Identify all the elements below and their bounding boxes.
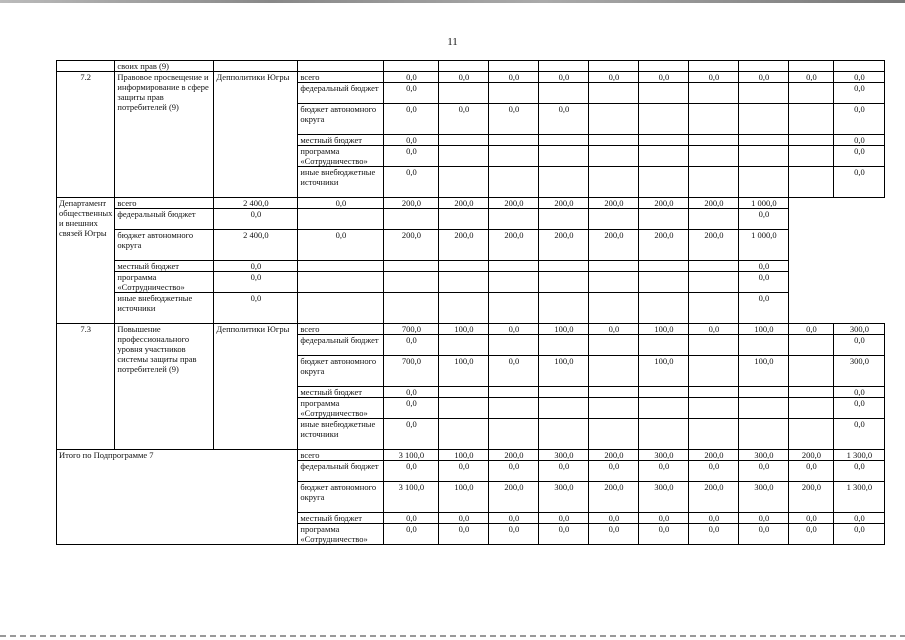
funding-source: программа «Сотрудничество» [298,146,384,167]
funding-source: программа «Сотрудничество» [115,272,214,293]
amount-cell: 200,0 [589,230,639,261]
amount-cell: 0,0 [489,104,539,135]
amount-cell: 0,0 [489,524,539,545]
amount-cell: 0,0 [739,293,789,324]
amount-cell: 0,0 [689,513,739,524]
amount-cell [639,398,689,419]
amount-cell: 0,0 [384,104,439,135]
amount-cell: 1 300,0 [834,482,885,513]
amount-cell [689,167,739,198]
amount-cell [689,335,739,356]
amount-cell [539,209,589,230]
amount-cell: 200,0 [489,230,539,261]
amount-cell [639,293,689,324]
amount-cell: 0,0 [384,135,439,146]
amount-cell: 0,0 [834,83,885,104]
amount-cell: 200,0 [384,230,439,261]
amount-cell: 300,0 [834,324,885,335]
amount-cell: 200,0 [639,198,689,209]
amount-cell: 0,0 [214,209,298,230]
amount-cell [639,83,689,104]
amount-cell [539,387,589,398]
amount-cell: 200,0 [689,482,739,513]
amount-cell [298,209,384,230]
amount-cell: 200,0 [439,198,489,209]
funding-table [56,60,885,545]
amount-cell [689,272,739,293]
table-row [57,230,885,261]
amount-cell: 0,0 [439,513,489,524]
amount-cell [384,272,439,293]
amount-cell: 100,0 [639,356,689,387]
amount-cell [739,104,789,135]
amount-cell [589,335,639,356]
executor: Депполитики Югры [214,324,298,450]
amount-cell: 100,0 [639,324,689,335]
continuation-row [57,61,885,72]
amount-cell [689,398,739,419]
amount-cell [589,356,639,387]
amount-cell: 0,0 [489,461,539,482]
amount-cell: 0,0 [834,135,885,146]
amount-cell [298,293,384,324]
amount-cell [439,167,489,198]
amount-cell [589,104,639,135]
amount-cell [689,356,739,387]
amount-cell: 0,0 [489,72,539,83]
amount-cell: 0,0 [834,419,885,450]
amount-cell: 0,0 [739,72,789,83]
amount-cell: 200,0 [589,482,639,513]
table-row [57,261,885,272]
amount-cell: 0,0 [539,524,589,545]
amount-cell: 0,0 [789,461,834,482]
amount-cell: 0,0 [689,524,739,545]
funding-source: местный бюджет [298,387,384,398]
amount-cell [439,398,489,419]
amount-cell [539,167,589,198]
amount-cell: 0,0 [489,513,539,524]
amount-cell: 0,0 [834,524,885,545]
amount-cell [439,387,489,398]
amount-cell [439,419,489,450]
amount-cell: 0,0 [439,524,489,545]
amount-cell [489,398,539,419]
amount-cell [589,209,639,230]
scan-edge-bottom [0,635,905,637]
amount-cell [439,83,489,104]
amount-cell [589,135,639,146]
funding-source: программа «Сотрудничество» [298,524,384,545]
amount-cell: 100,0 [739,324,789,335]
amount-cell [789,83,834,104]
funding-source: федеральный бюджет [298,83,384,104]
amount-cell: 0,0 [639,461,689,482]
amount-cell [639,167,689,198]
amount-cell [789,146,834,167]
funding-source: бюджет автономного округа [298,356,384,387]
amount-cell [689,261,739,272]
amount-cell: 0,0 [689,461,739,482]
amount-cell: 200,0 [489,198,539,209]
amount-cell [789,398,834,419]
amount-cell: 1 000,0 [739,230,789,261]
amount-cell: 0,0 [384,167,439,198]
amount-cell [589,419,639,450]
amount-cell [739,419,789,450]
amount-cell: 2 400,0 [214,230,298,261]
continuation-text: своих прав (9) [115,61,214,72]
table-row [57,209,885,230]
amount-cell [639,135,689,146]
funding-source: иные внебюджетные источники [298,167,384,198]
amount-cell: 200,0 [384,198,439,209]
amount-cell: 0,0 [739,272,789,293]
amount-cell [439,261,489,272]
amount-cell: 700,0 [384,324,439,335]
amount-cell: 0,0 [789,324,834,335]
amount-cell: 0,0 [834,387,885,398]
amount-cell: 100,0 [739,356,789,387]
amount-cell [689,419,739,450]
amount-cell [789,387,834,398]
amount-cell: 0,0 [589,513,639,524]
funding-source: бюджет автономного округа [298,482,384,513]
amount-cell [439,272,489,293]
amount-cell [789,356,834,387]
amount-cell [689,135,739,146]
amount-cell: 0,0 [384,513,439,524]
amount-cell: 700,0 [384,356,439,387]
amount-cell [439,209,489,230]
amount-cell: 0,0 [739,524,789,545]
amount-cell: 0,0 [789,524,834,545]
amount-cell: 0,0 [439,72,489,83]
amount-cell [489,335,539,356]
amount-cell [539,83,589,104]
amount-cell [589,272,639,293]
amount-cell [489,261,539,272]
amount-cell: 0,0 [298,230,384,261]
amount-cell: 0,0 [298,198,384,209]
amount-cell: 100,0 [439,450,489,461]
amount-cell: 0,0 [834,146,885,167]
amount-cell: 3 100,0 [384,450,439,461]
amount-cell: 0,0 [384,146,439,167]
funding-source: всего [115,198,214,209]
amount-cell: 100,0 [439,356,489,387]
table-row [57,198,885,209]
amount-cell [789,167,834,198]
amount-cell [639,335,689,356]
amount-cell: 200,0 [539,230,589,261]
amount-cell: 0,0 [439,104,489,135]
funding-source: федеральный бюджет [298,461,384,482]
amount-cell [539,398,589,419]
amount-cell [489,293,539,324]
scan-edge-top [0,0,905,3]
amount-cell: 200,0 [639,230,689,261]
amount-cell [689,387,739,398]
amount-cell: 3 100,0 [384,482,439,513]
funding-source: всего [298,324,384,335]
amount-cell: 200,0 [689,198,739,209]
amount-cell: 0,0 [834,513,885,524]
amount-cell: 0,0 [384,398,439,419]
page-number: 11 [447,36,458,48]
amount-cell: 200,0 [489,450,539,461]
amount-cell [689,293,739,324]
amount-cell: 0,0 [639,524,689,545]
amount-cell [439,135,489,146]
amount-cell: 0,0 [214,293,298,324]
amount-cell: 0,0 [789,72,834,83]
amount-cell: 200,0 [439,230,489,261]
measure-number: 7.2 [57,72,115,198]
amount-cell: 100,0 [539,356,589,387]
table-row [57,72,885,83]
amount-cell: 300,0 [639,482,689,513]
amount-cell: 0,0 [214,272,298,293]
amount-cell: 0,0 [384,83,439,104]
amount-cell [589,261,639,272]
amount-cell [439,335,489,356]
executor: Департамент общественных и внешних связей Югры [57,198,115,324]
amount-cell [489,209,539,230]
amount-cell: 100,0 [439,482,489,513]
amount-cell [639,209,689,230]
amount-cell: 200,0 [589,450,639,461]
table-row [57,293,885,324]
amount-cell: 0,0 [384,335,439,356]
amount-cell [539,335,589,356]
amount-cell: 0,0 [589,461,639,482]
amount-cell [539,146,589,167]
amount-cell: 0,0 [384,524,439,545]
amount-cell [589,398,639,419]
amount-cell [689,209,739,230]
amount-cell: 300,0 [539,482,589,513]
amount-cell [384,293,439,324]
amount-cell [739,387,789,398]
funding-source: всего [298,450,384,461]
funding-source: местный бюджет [298,513,384,524]
funding-source: всего [298,72,384,83]
amount-cell [739,335,789,356]
amount-cell [489,167,539,198]
amount-cell [439,293,489,324]
amount-cell [489,135,539,146]
amount-cell: 200,0 [539,198,589,209]
amount-cell [639,104,689,135]
funding-source: иные внебюджетные источники [115,293,214,324]
amount-cell [789,419,834,450]
amount-cell: 0,0 [489,356,539,387]
amount-cell [539,293,589,324]
amount-cell [489,83,539,104]
amount-cell [589,167,639,198]
amount-cell [739,167,789,198]
amount-cell: 0,0 [589,524,639,545]
amount-cell [639,419,689,450]
measure-name: Правовое просвещение и информирование в сфере защиты прав потребителей (9) [115,72,214,198]
amount-cell [589,83,639,104]
funding-source: местный бюджет [115,261,214,272]
amount-cell: 200,0 [789,450,834,461]
amount-cell [384,261,439,272]
amount-cell [439,146,489,167]
amount-cell: 2 400,0 [214,198,298,209]
amount-cell [639,261,689,272]
amount-cell [789,104,834,135]
amount-cell: 0,0 [539,104,589,135]
amount-cell: 0,0 [834,398,885,419]
amount-cell [489,146,539,167]
amount-cell: 1 300,0 [834,450,885,461]
amount-cell: 200,0 [689,230,739,261]
amount-cell [589,146,639,167]
amount-cell [539,135,589,146]
amount-cell: 0,0 [834,104,885,135]
funding-source: бюджет автономного округа [115,230,214,261]
amount-cell: 0,0 [589,324,639,335]
amount-cell [639,387,689,398]
total-label: Итого по Подпрограмме 7 [57,450,298,545]
amount-cell: 0,0 [639,72,689,83]
amount-cell: 0,0 [739,261,789,272]
amount-cell: 300,0 [639,450,689,461]
amount-cell: 0,0 [834,72,885,83]
amount-cell: 0,0 [639,513,689,524]
amount-cell: 200,0 [789,482,834,513]
amount-cell: 300,0 [739,482,789,513]
amount-cell [539,419,589,450]
amount-cell: 1 000,0 [739,198,789,209]
amount-cell: 300,0 [539,450,589,461]
amount-cell [739,83,789,104]
amount-cell: 300,0 [739,450,789,461]
amount-cell [489,419,539,450]
funding-source: иные внебюджетные источники [298,419,384,450]
amount-cell: 0,0 [789,513,834,524]
measure-name: Повышение профессионального уровня участников системы защиты прав потребителей (9) [115,324,214,450]
amount-cell: 0,0 [384,72,439,83]
amount-cell: 0,0 [834,167,885,198]
amount-cell: 0,0 [539,72,589,83]
measure-number: 7.3 [57,324,115,450]
table-row [57,324,885,335]
amount-cell [689,146,739,167]
amount-cell [489,387,539,398]
amount-cell [739,135,789,146]
amount-cell [739,398,789,419]
amount-cell: 0,0 [739,513,789,524]
amount-cell: 200,0 [689,450,739,461]
amount-cell [298,272,384,293]
amount-cell: 0,0 [384,419,439,450]
amount-cell [639,272,689,293]
table-row [57,450,885,461]
amount-cell: 0,0 [689,324,739,335]
amount-cell [589,293,639,324]
amount-cell: 200,0 [589,198,639,209]
amount-cell: 0,0 [834,335,885,356]
amount-cell: 0,0 [539,513,589,524]
amount-cell: 0,0 [214,261,298,272]
amount-cell: 0,0 [489,324,539,335]
amount-cell [539,261,589,272]
executor: Депполитики Югры [214,72,298,198]
amount-cell [739,146,789,167]
amount-cell: 100,0 [439,324,489,335]
amount-cell: 0,0 [384,461,439,482]
amount-cell [539,272,589,293]
funding-source: федеральный бюджет [298,335,384,356]
amount-cell: 0,0 [689,72,739,83]
funding-source: бюджет автономного округа [298,104,384,135]
amount-cell [789,335,834,356]
amount-cell [789,135,834,146]
amount-cell: 0,0 [439,461,489,482]
amount-cell: 0,0 [589,72,639,83]
amount-cell: 0,0 [384,387,439,398]
amount-cell: 0,0 [539,461,589,482]
funding-source: программа «Сотрудничество» [298,398,384,419]
amount-cell: 0,0 [834,461,885,482]
amount-cell [384,209,439,230]
funding-source: местный бюджет [298,135,384,146]
amount-cell [639,146,689,167]
funding-source: федеральный бюджет [115,209,214,230]
amount-cell [489,272,539,293]
amount-cell [589,387,639,398]
amount-cell: 200,0 [489,482,539,513]
table-row [57,272,885,293]
amount-cell: 0,0 [739,209,789,230]
amount-cell [689,104,739,135]
amount-cell: 100,0 [539,324,589,335]
amount-cell [298,261,384,272]
amount-cell [689,83,739,104]
amount-cell: 0,0 [739,461,789,482]
amount-cell: 300,0 [834,356,885,387]
